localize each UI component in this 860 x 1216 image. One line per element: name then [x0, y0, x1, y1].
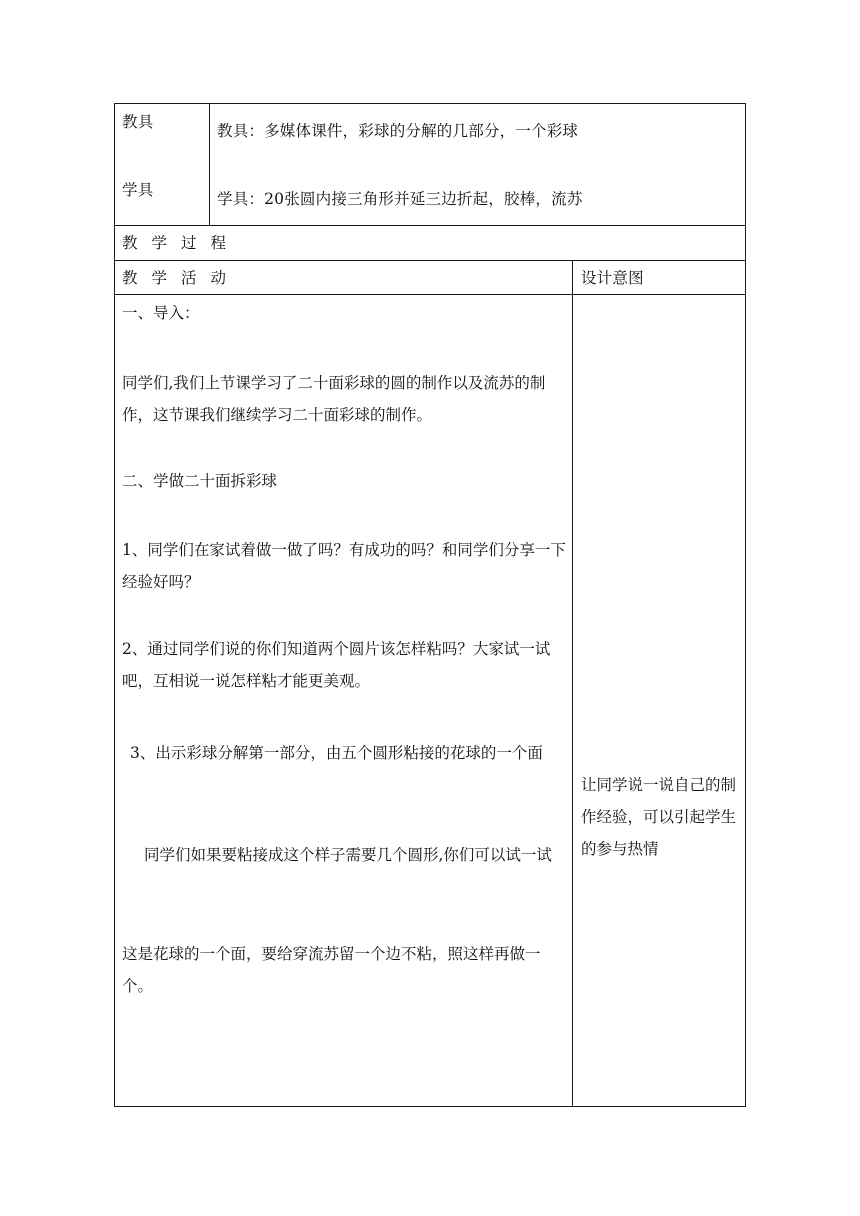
student-tools-label: 学具 [122, 181, 154, 199]
intent-text: 让同学说一说自己的制作经验，可以引起学生的参与热情 [581, 776, 737, 858]
process-header-text: 教学过程 [122, 234, 241, 252]
activity-paragraph-step-one: 1、同学们在家试着做一做了吗？有成功的吗？和同学们分享一下经验好吗？ [122, 541, 566, 591]
activity-paragraph-step-two: 2、通过同学们说的你们知道两个圆片该怎样粘吗？大家试一试吧，互相说一说怎样粘才能更美观。 [122, 640, 551, 690]
teacher-tools-text: 教具：多媒体课件，彩球的分解的几部分，一个彩球 [217, 122, 579, 140]
activity-paragraph-step-three: 3、出示彩球分解第一部分，由五个圆形粘接的花球的一个面 [130, 744, 543, 762]
activity-paragraph-face: 这是花球的一个面，要给穿流苏留一个边不粘，照这样再做一个。 [122, 945, 541, 995]
intent-body-cell [572, 294, 746, 1107]
activity-paragraph-intro: 一、导入： [122, 304, 200, 322]
student-tools-text: 学具：20张圆内接三角形并延三边折起，胶棒，流苏 [217, 190, 583, 208]
intent-header-text: 设计意图 [581, 269, 644, 287]
activity-paragraph-section-two: 二、学做二十面拆彩球 [122, 472, 278, 490]
activity-header-text: 教学活动 [122, 269, 241, 287]
teacher-tools-label: 教具 [122, 113, 154, 131]
activity-paragraph-try: 同学们如果要粘接成这个样子需要几个圆形,你们可以试一试 [144, 846, 552, 864]
activity-paragraph-review: 同学们,我们上节课学习了二十面彩球的圆的制作以及流苏的制作，这节课我们继续学习二十面彩球的制作。 [122, 374, 546, 424]
